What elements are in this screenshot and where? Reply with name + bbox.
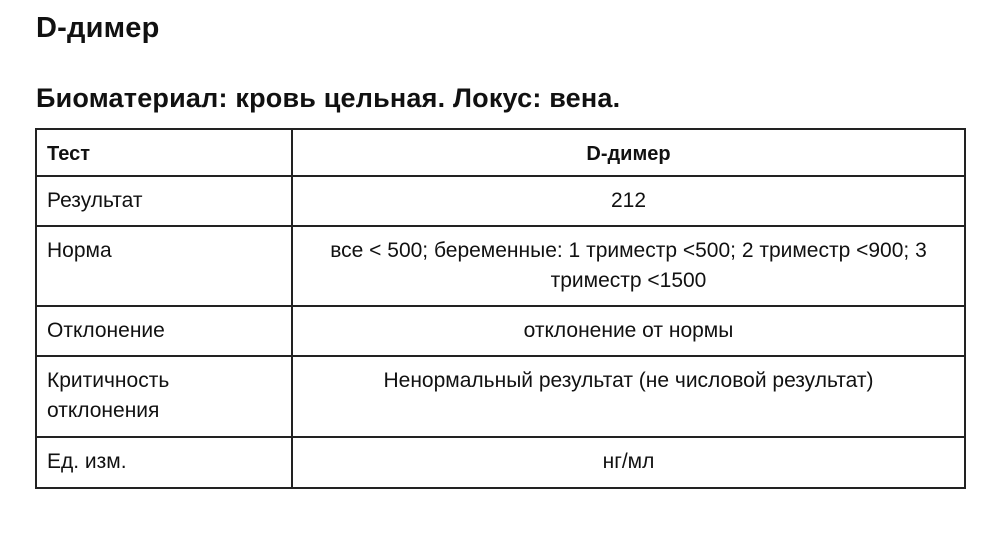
- row-key-result: Результат: [36, 176, 292, 226]
- row-value-norm: все < 500; беременные: 1 триместр <500; 2 триместр <900; 3 триместр <1500: [292, 226, 965, 306]
- row-key-unit: Ед. изм.: [36, 437, 292, 488]
- row-value-deviation: отклонение от нормы: [292, 306, 965, 356]
- row-value-unit: нг/мл: [292, 437, 965, 488]
- test-results-table: [35, 128, 966, 489]
- biomaterial-subtitle: Биоматериал: кровь цельная. Локус: вена.: [36, 83, 621, 113]
- table-row: [36, 306, 965, 356]
- table-row: [36, 356, 965, 437]
- table-row: [36, 226, 965, 306]
- table-row: [36, 437, 965, 488]
- row-value-result: 212: [292, 176, 965, 226]
- row-key-deviation: Отклонение: [36, 306, 292, 356]
- table-row: [36, 176, 965, 226]
- page-title: D-димер: [36, 12, 160, 44]
- header-key-cell: Тест: [36, 129, 292, 176]
- table-header-row: [36, 129, 965, 176]
- header-value-cell: D-димер: [292, 129, 965, 176]
- row-value-criticality: Ненормальный результат (не числовой результат): [292, 356, 965, 437]
- row-key-norm: Норма: [36, 226, 292, 306]
- row-key-criticality: Критичность отклонения: [36, 356, 292, 437]
